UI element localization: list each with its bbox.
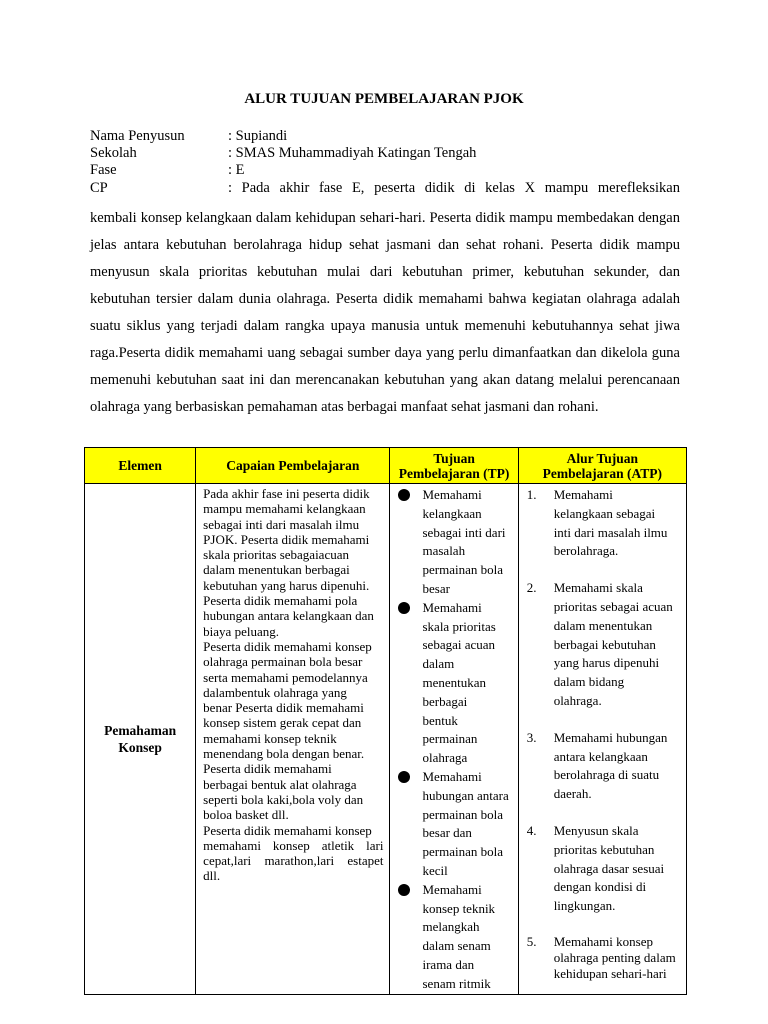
atp-item <box>527 822 682 916</box>
cell-elemen <box>85 484 196 995</box>
tp-line: masalah <box>422 543 466 559</box>
capaian-text <box>203 486 383 884</box>
tp-line: kecil <box>422 862 448 878</box>
atp-line: olahraga. <box>553 692 602 708</box>
tp-list <box>390 484 517 994</box>
meta-value: : Supiandi <box>228 128 288 144</box>
header-tp <box>390 448 518 484</box>
tp-line: sebagai inti dari <box>422 524 506 540</box>
table-header-row <box>85 448 687 484</box>
atp-line: dalam bidang <box>553 674 625 690</box>
capaian-line: hubungan antara kelangkaan dan <box>203 608 374 624</box>
capaian-line: Peserta didik memahami <box>203 761 332 777</box>
capaian-line: biaya peluang. <box>203 623 279 639</box>
cp-first-line: : Pada akhir fase E, peserta didik di kelas X mampu merefleksikan <box>228 180 680 196</box>
tp-line: konsep teknik <box>422 900 496 916</box>
tp-line: Memahami <box>422 881 482 897</box>
tp-line: hubungan antara <box>422 787 509 803</box>
atp-line: antara kelangkaan <box>553 748 648 764</box>
capaian-line: berbagai bentuk alat olahraga <box>203 776 357 792</box>
atp-line: olahraga dasar sesuai <box>553 860 665 876</box>
meta-label: Sekolah <box>90 145 137 161</box>
atp-line: lingkungan. <box>553 898 616 914</box>
capaian-line: Peserta didik memahami konsep <box>203 638 372 654</box>
tp-line: Memahami <box>422 768 482 784</box>
capaian-line: dalambentuk olahraga yang <box>203 684 347 700</box>
header-capaian: Capaian Pembelajaran <box>196 448 390 484</box>
tp-line: bentuk <box>422 712 458 728</box>
atp-item <box>527 486 682 561</box>
tp-line: besar <box>422 580 450 596</box>
capaian-line: memahami konsep teknik <box>203 730 337 746</box>
capaian-line: memahami konsep atletik lari <box>203 837 384 853</box>
capaian-line: dll. <box>203 868 221 884</box>
tp-line: dalam <box>422 656 455 672</box>
cell-atp <box>518 484 686 995</box>
tp-line: irama dan <box>422 956 475 972</box>
tp-line: permainan <box>422 731 478 747</box>
capaian-line: sebagai inti dari masalah ilmu <box>203 516 360 532</box>
atp-line: inti dari masalah ilmu <box>553 524 668 540</box>
tp-item <box>396 768 517 881</box>
capaian-line: skala prioritas sebagaiacuan <box>203 547 349 563</box>
capaian-line: boloa basket dll. <box>203 807 289 823</box>
bullet-icon <box>398 602 410 614</box>
tp-line: permainan bola <box>422 844 503 860</box>
capaian-line: PJOK. Peserta didik memahami <box>203 531 370 547</box>
cell-capaian <box>196 484 390 995</box>
header-atp-line: Alur Tujuan <box>566 450 639 466</box>
capaian-line: olahraga permainan bola besar <box>203 654 363 670</box>
atp-line: berbagai kebutuhan <box>553 636 656 652</box>
cp-paragraph: kembali konsep kelangkaan dalam kehidupan sehari-hari. Peserta didik mampu membedakan dengan jelas antara kebutuhan berolahraga hidup sehat jasmani dan sehat rohani. Peserta didik mampu menyusun skala prioritas kebutuhan mulai dari kebutuhan primer, kebutuhan sekunder, dan kebutuhan tersier dalam dunia olahraga. Peserta didik memahami bahwa kegiatan olahraga adalah suatu siklus yang terjadi dalam rangka upaya manusia untuk memenuhi kebutuhannya sehat jiwa raga.Peserta didik memahami uang sebagai sumber daya yang perlu dimanfaatkan dan dikelola guna memenuhi kebutuhan saat ini dan merencanakan kebutuhan yang akan datang melalui perencanaan olahraga yang berbasiskan pemahaman atas berbagai manfaat sehat jasmani dan rohani. <box>90 210 680 415</box>
atp-number: 3. <box>526 729 537 745</box>
meta-label: Nama Penyusun <box>90 128 185 144</box>
atp-line: berolahraga di suatu <box>553 767 660 783</box>
meta-row-sekolah <box>90 145 476 162</box>
atp-line: prioritas kebutuhan <box>553 841 655 857</box>
tp-item <box>396 486 517 599</box>
meta-row-fase <box>90 162 245 179</box>
atp-line: kehidupan sehari-hari <box>553 965 667 981</box>
atp-number: 1. <box>526 487 537 502</box>
bullet-icon <box>398 884 410 896</box>
atp-number: 5. <box>526 933 537 949</box>
atp-line: Memahami <box>553 487 613 502</box>
capaian-line: dalam menentukan berbagai <box>203 562 350 578</box>
capaian-line: kebutuhan yang harus dipenuhi. <box>203 577 370 593</box>
atp-line: prioritas sebagai acuan <box>553 598 673 614</box>
elemen-line: Pemahaman <box>104 722 177 738</box>
capaian-line: Peserta didik memahami pola <box>203 593 358 609</box>
capaian-line: benar Peserta didik memahami <box>203 700 364 716</box>
meta-value: : E <box>228 162 245 178</box>
atp-line: Memahami konsep <box>553 933 653 949</box>
header-elemen: Elemen <box>85 448 196 484</box>
atp-item <box>527 729 682 804</box>
atp-line: kelangkaan sebagai <box>553 505 656 521</box>
tp-line: olahraga <box>422 750 468 766</box>
atp-line: daerah. <box>553 786 592 802</box>
meta-value: : SMAS Muhammadiyah Katingan Tengah <box>228 145 477 161</box>
tp-line: Memahami <box>422 487 482 502</box>
tp-item <box>396 599 517 768</box>
tp-line: permainan bola <box>422 806 503 822</box>
meta-label: Fase <box>90 162 117 178</box>
atp-line: dalam menentukan <box>553 617 653 633</box>
tp-line: berbagai <box>422 693 468 709</box>
atp-list <box>519 484 686 982</box>
bullet-icon <box>398 489 410 501</box>
elemen-line: Konsep <box>118 739 162 755</box>
meta-row-penyusun <box>90 128 287 145</box>
capaian-line: Peserta didik memahami konsep <box>203 822 372 838</box>
atp-number: 4. <box>526 822 537 838</box>
tp-line: kelangkaan <box>422 505 482 521</box>
header-tp-line: Pembelajaran (TP) <box>398 465 510 481</box>
atp-item <box>527 579 682 711</box>
page-title: ALUR TUJUAN PEMBELAJARAN PJOK <box>244 91 524 107</box>
tp-line: Memahami <box>422 599 482 615</box>
capaian-line: menendang bola dengan benar. <box>203 746 365 762</box>
atp-line: Memahami skala <box>553 580 643 596</box>
atp-line: dengan kondisi di <box>553 879 647 895</box>
atp-line: Memahami hubungan <box>553 729 668 745</box>
header-tp-line: Tujuan <box>433 450 475 466</box>
tp-line: dalam senam <box>422 938 491 954</box>
capaian-line: konsep sistem gerak cepat dan <box>203 715 362 731</box>
capaian-line: serta memahami pemodelannya <box>203 669 368 685</box>
atp-number: 2. <box>526 580 537 596</box>
capaian-line: seperti bola kaki,bola voly dan <box>203 791 364 807</box>
atp-line: berolahraga. <box>553 543 619 559</box>
capaian-line: cepat,lari marathon,lari estapet <box>203 853 384 869</box>
header-atp-line: Pembelajaran (ATP) <box>542 465 663 481</box>
capaian-line: mampu memahami kelangkaan <box>203 501 366 517</box>
atp-line: Menyusun skala <box>553 822 639 838</box>
atp-line: olahraga penting dalam <box>553 949 676 965</box>
cp-label: CP <box>90 180 108 196</box>
table-row <box>85 484 687 995</box>
cp-row <box>90 180 680 197</box>
tp-item <box>396 881 517 994</box>
tp-line: skala prioritas <box>422 618 496 634</box>
tp-line: melangkah <box>422 919 480 935</box>
tp-line: menentukan <box>422 674 487 690</box>
atp-line: yang harus dipenuhi <box>553 655 660 671</box>
header-atp <box>518 448 686 484</box>
tp-line: senam ritmik <box>422 975 491 991</box>
tp-line: sebagai acuan <box>422 637 496 653</box>
tp-line: permainan bola <box>422 562 503 578</box>
cell-tp <box>390 484 518 995</box>
atp-table <box>84 447 687 995</box>
capaian-line: Pada akhir fase ini peserta didik <box>203 486 370 501</box>
atp-item <box>527 934 682 982</box>
tp-line: besar dan <box>422 825 472 841</box>
bullet-icon <box>398 771 410 783</box>
